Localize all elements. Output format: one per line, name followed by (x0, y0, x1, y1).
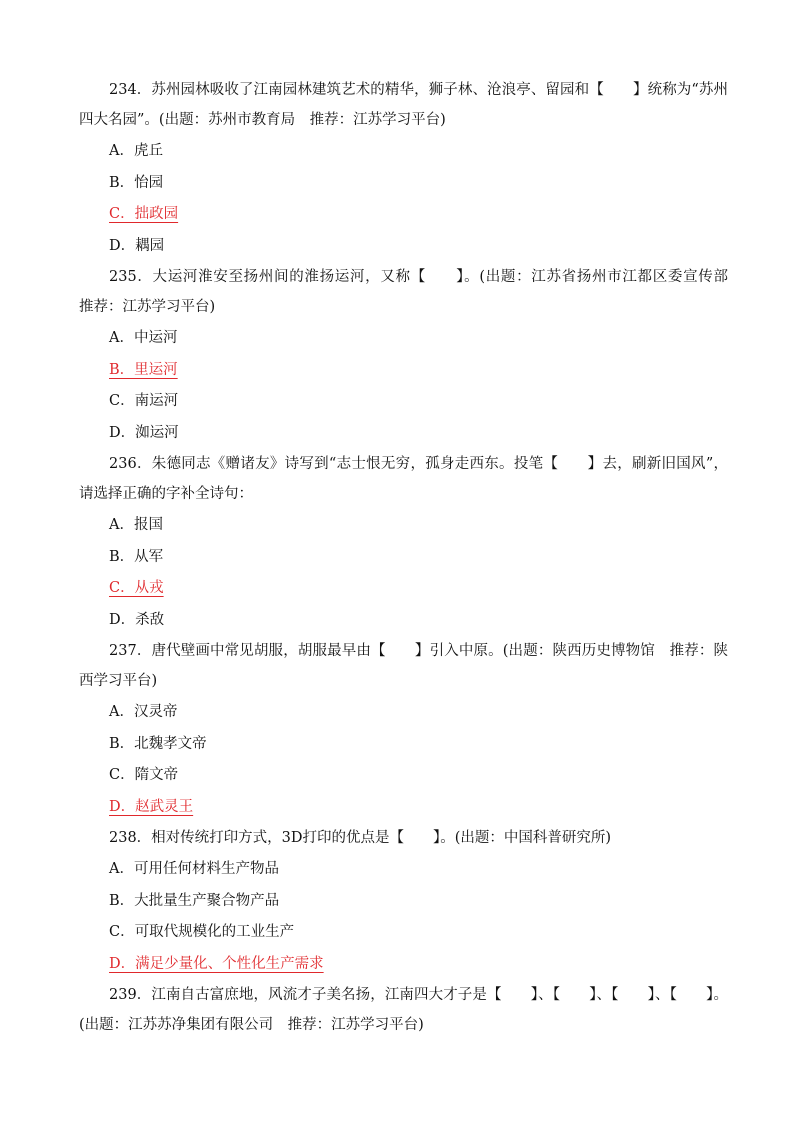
question-stem: 235．大运河淮安至扬州间的淮扬运河，又称【 】。(出题：江苏省扬州市江都区委宣传部 推荐：江苏学习平台) (79, 269, 743, 315)
question-237 (79, 636, 728, 823)
question-stem: 239．江南自古富庶地，风流才子美名扬，江南四大才子是【 】、【 】、【 】、【 】。(出题：江苏苏净集团有限公司 推荐：江苏学习平台) (79, 987, 728, 1033)
option-b: B．大批量生产聚合物产品 (109, 892, 280, 909)
option-d: D．耦园 (109, 237, 165, 254)
option-a: A．报国 (109, 517, 163, 533)
option-b: B．怡园 (109, 174, 164, 191)
option-a: A．汉灵帝 (109, 704, 178, 720)
option-c: C．可取代规模化的工业生产 (109, 924, 295, 940)
option-b: B．北魏孝文帝 (109, 735, 207, 752)
option-d-correct-answer: D．赵武灵王 (109, 798, 194, 815)
option-c-correct-answer: C．从戎 (109, 580, 164, 596)
question-stem: 236．朱德同志《赠诸友》诗写到“志士恨无穷，孤身走西东。投笔【 】去，刷新旧国风”，请选择正确的字补全诗句： (79, 456, 728, 502)
question-235 (79, 262, 743, 449)
question-234 (79, 75, 728, 262)
option-b-correct-answer: B．里运河 (109, 361, 178, 378)
question-stem: 237．唐代壁画中常见胡服，胡服最早由【 】引入中原。(出题：陕西历史博物馆 推荐：陕西学习平台) (79, 643, 728, 689)
question-stem: 238．相对传统打印方式，3D打印的优点是【 】。(出题：中国科普研究所) (109, 830, 612, 846)
option-a: A．可用任何材料生产物品 (109, 861, 279, 877)
option-b: B．从军 (109, 548, 164, 565)
question-238 (79, 823, 728, 980)
option-a: A．中运河 (109, 330, 178, 346)
option-a: A．虎丘 (109, 143, 163, 159)
option-d: D．杀敌 (109, 611, 165, 628)
question-stem: 234．苏州园林吸收了江南园林建筑艺术的精华，狮子林、沧浪亭、留园和【 】统称为“苏州四大名园”。(出题：苏州市教育局 推荐：江苏学习平台) (79, 82, 728, 128)
question-239 (79, 980, 728, 1040)
option-d: D．洳运河 (109, 424, 179, 441)
option-c: C．南运河 (109, 393, 179, 409)
option-c: C．隋文帝 (109, 767, 179, 783)
question-236 (79, 449, 728, 636)
option-d-correct-answer: D．满足少量化、个性化生产需求 (109, 955, 324, 972)
option-c-correct-answer: C．拙政园 (109, 206, 179, 222)
